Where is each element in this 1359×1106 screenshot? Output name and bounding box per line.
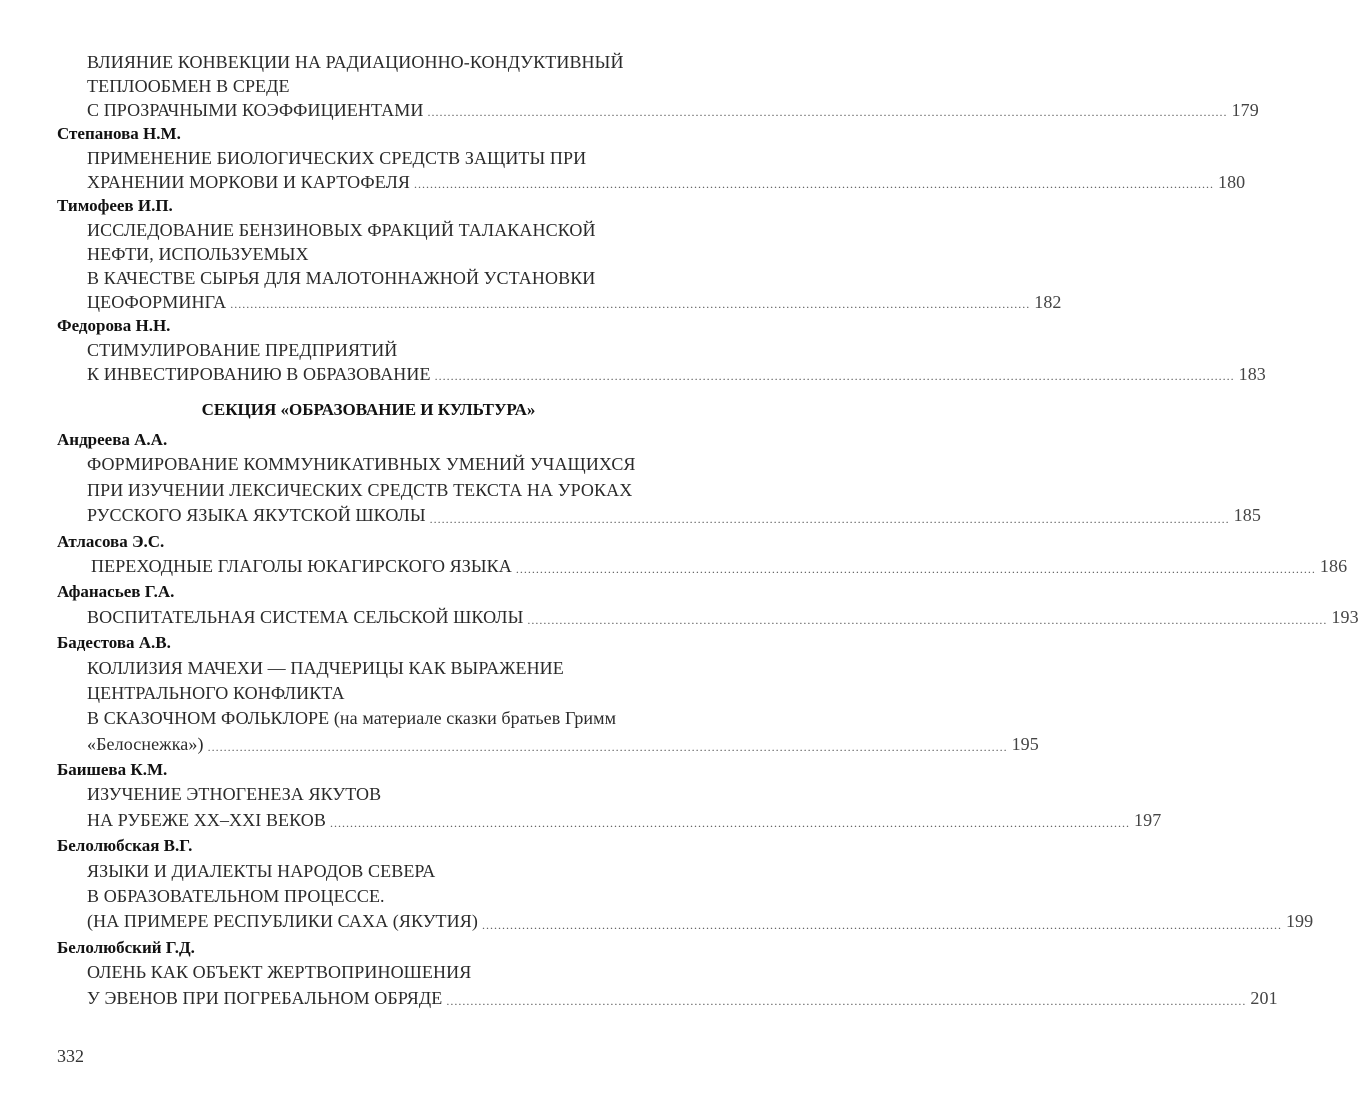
- toc-author: Бадестова А.В.: [57, 633, 171, 653]
- toc-title-line: [57, 50, 705, 74]
- dot-leader: ........................................................................................................................................................................................................: [515, 562, 1316, 577]
- toc-title-line: [57, 338, 705, 362]
- toc-title-text: ЯЗЫКИ И ДИАЛЕКТЫ НАРОДОВ СЕВЕРА: [87, 860, 436, 881]
- dot-leader: ........................................................................................................................................................................................................: [427, 105, 1228, 119]
- toc-title-line: [57, 170, 1246, 194]
- toc-author: Тимофеев И.П.: [57, 196, 173, 215]
- toc-title-line: [57, 656, 705, 681]
- toc-author: Андреева А.А.: [57, 430, 168, 449]
- toc-page-number: 201: [1250, 987, 1278, 1008]
- toc-title-line: [57, 74, 705, 98]
- toc-title-text: ВОСПИТАТЕЛЬНАЯ СИСТЕМА СЕЛЬСКОЙ ШКОЛЫ: [87, 606, 524, 627]
- toc-title-line: [57, 478, 705, 503]
- toc-author: Баишева К.М.: [57, 760, 168, 780]
- toc-title-line: [57, 808, 1162, 833]
- dot-leader: ........................................................................................................................................................................................................: [413, 177, 1214, 191]
- toc-title-text: ТЕПЛООБМЕН В СРЕДЕ: [87, 76, 290, 96]
- toc-author: Федорова Н.Н.: [57, 316, 171, 335]
- toc-title-line: [57, 146, 705, 170]
- toc-title-text: РУССКОГО ЯЗЫКА ЯКУТСКОЙ ШКОЛЫ: [87, 505, 426, 526]
- toc-author: Степанова Н.М.: [57, 124, 181, 143]
- toc-title-text: ИЗУЧЕНИЕ ЭТНОГЕНЕЗА ЯКУТОВ: [87, 784, 382, 805]
- toc-title-line: [57, 242, 705, 266]
- toc-title-text: В СКАЗОЧНОМ ФОЛЬКЛОРЕ (на материале сказки братьев Гримм: [87, 708, 617, 729]
- toc-title-line: [57, 266, 705, 290]
- toc-page-number: 193: [1331, 606, 1359, 627]
- toc-title-line: [57, 452, 705, 477]
- dot-leader: ........................................................................................................................................................................................................: [446, 993, 1247, 1008]
- toc-title-line: [57, 681, 705, 706]
- toc-title-text: В ОБРАЗОВАТЕЛЬНОМ ПРОЦЕССЕ.: [87, 886, 385, 907]
- dot-leader: ........................................................................................................................................................................................................: [230, 297, 1031, 311]
- toc-block-top: [57, 50, 1266, 386]
- toc-author: Белолюбская В.Г.: [57, 836, 193, 856]
- toc-author: Белолюбский Г.Д.: [57, 937, 195, 957]
- toc-title-text: (НА ПРИМЕРЕ РЕСПУБЛИКИ САХА (ЯКУТИЯ): [87, 911, 478, 932]
- dot-leader: ........................................................................................................................................................................................................: [330, 816, 1131, 831]
- dot-leader: ........................................................................................................................................................................................................: [207, 740, 1008, 755]
- toc-page-number: 186: [1319, 555, 1348, 576]
- toc-title-text: ПЕРЕХОДНЫЕ ГЛАГОЛЫ ЮКАГИРСКОГО ЯЗЫКА: [91, 555, 512, 576]
- toc-title-text: НЕФТИ, ИСПОЛЬЗУЕМЫХ: [87, 244, 309, 264]
- toc-title-line: [57, 290, 1062, 314]
- toc-page-number: 180: [1217, 172, 1246, 192]
- toc-block-bottom: [57, 427, 1359, 1011]
- toc-title-text: КОЛЛИЗИЯ МАЧЕХИ — ПАДЧЕРИЦЫ КАК ВЫРАЖЕНИЕ: [87, 657, 564, 678]
- toc-title-line: [57, 909, 1314, 934]
- toc-title-text: ВЛИЯНИЕ КОНВЕКЦИИ НА РАДИАЦИОННО-КОНДУКТИВНЫЙ: [87, 52, 624, 72]
- toc-title-text: ХРАНЕНИИ МОРКОВИ И КАРТОФЕЛЯ: [87, 172, 410, 192]
- toc-title-line: [57, 605, 1359, 630]
- dot-leader: ........................................................................................................................................................................................................: [434, 369, 1235, 383]
- toc-title-line: [57, 503, 1261, 528]
- toc-page-number: 195: [1011, 733, 1039, 754]
- toc-title-text: У ЭВЕНОВ ПРИ ПОГРЕБАЛЬНОМ ОБРЯДЕ: [87, 987, 443, 1008]
- dot-leader: ........................................................................................................................................................................................................: [527, 613, 1328, 628]
- toc-author: Атласова Э.С.: [57, 531, 165, 551]
- toc-page-number: 179: [1231, 100, 1259, 120]
- toc-page-number: 197: [1134, 809, 1162, 830]
- dot-leader: ........................................................................................................................................................................................................: [429, 511, 1230, 526]
- toc-title-line: [57, 859, 705, 884]
- page-number: 332: [57, 1046, 84, 1066]
- toc-title-text: ПРИ ИЗУЧЕНИИ ЛЕКСИЧЕСКИХ СРЕДСТВ ТЕКСТА НА УРОКАХ: [87, 479, 633, 500]
- toc-title-text: СТИМУЛИРОВАНИЕ ПРЕДПРИЯТИЙ: [87, 340, 398, 360]
- toc-title-line: [57, 218, 705, 242]
- toc-title-text: «Белоснежка»): [87, 733, 204, 754]
- toc-title-text: С ПРОЗРАЧНЫМИ КОЭФФИЦИЕНТАМИ: [87, 100, 424, 120]
- toc-title-line: [57, 884, 705, 909]
- toc-title-line: [57, 362, 1266, 386]
- toc-title-text: ЦЕОФОРМИНГА: [87, 292, 227, 312]
- toc-title-text: ПРИМЕНЕНИЕ БИОЛОГИЧЕСКИХ СРЕДСТВ ЗАЩИТЫ ПРИ: [87, 148, 587, 168]
- toc-title-line: [57, 986, 1278, 1011]
- section-heading: СЕКЦИЯ «ОБРАЗОВАНИЕ И КУЛЬТУРА»: [201, 400, 536, 419]
- toc-title-text: ОЛЕНЬ КАК ОБЪЕКТ ЖЕРТВОПРИНОШЕНИЯ: [87, 962, 472, 983]
- toc-title-text: НА РУБЕЖЕ XX–XXI ВЕКОВ: [87, 809, 327, 830]
- toc-title-line: [57, 960, 705, 985]
- toc-title-line: [57, 706, 705, 731]
- dot-leader: ........................................................................................................................................................................................................: [481, 917, 1282, 932]
- toc-title-line: [57, 554, 1348, 579]
- toc-title-text: В КАЧЕСТВЕ СЫРЬЯ ДЛЯ МАЛОТОННАЖНОЙ УСТАНОВКИ: [87, 268, 596, 288]
- toc-page-number: 199: [1285, 911, 1314, 932]
- toc-title-line: [57, 732, 1039, 757]
- toc-title-text: ИССЛЕДОВАНИЕ БЕНЗИНОВЫХ ФРАКЦИЙ ТАЛАКАНСКОЙ: [87, 220, 596, 240]
- toc-page-number: 182: [1034, 292, 1062, 312]
- toc-page-number: 183: [1238, 364, 1266, 384]
- toc-page-number: 185: [1233, 505, 1261, 526]
- toc-title-line: [57, 98, 1259, 122]
- toc-title-text: К ИНВЕСТИРОВАНИЮ В ОБРАЗОВАНИЕ: [87, 364, 431, 384]
- toc-author: Афанасьев Г.А.: [57, 582, 175, 602]
- toc-title-text: ЦЕНТРАЛЬНОГО КОНФЛИКТА: [87, 682, 345, 703]
- toc-title-text: ФОРМИРОВАНИЕ КОММУНИКАТИВНЫХ УМЕНИЙ УЧАЩИХСЯ: [87, 454, 636, 475]
- toc-title-line: [57, 782, 705, 807]
